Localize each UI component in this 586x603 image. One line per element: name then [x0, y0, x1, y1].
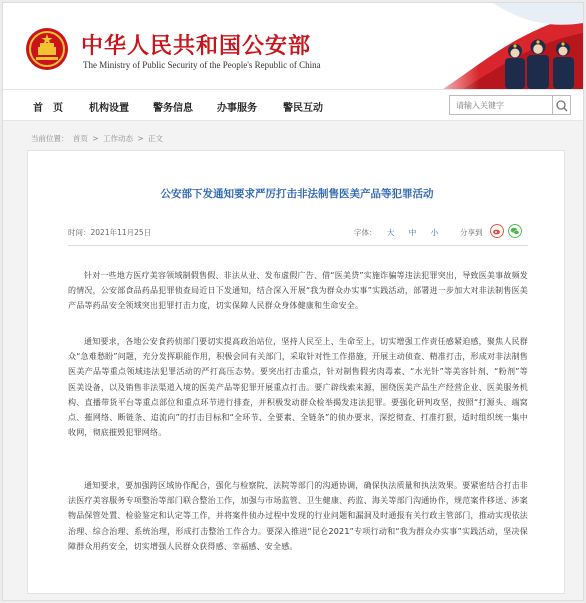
search-icon — [553, 96, 571, 116]
font-size-large-button[interactable]: 大 — [386, 228, 395, 237]
breadcrumb — [31, 133, 165, 144]
nav-interaction[interactable]: 警民互动 — [283, 103, 323, 114]
weibo-icon[interactable] — [490, 224, 504, 238]
site-subtitle: The Ministry of Public Security of the People's Republic of China — [83, 60, 321, 70]
meta-divider — [68, 245, 528, 246]
article-date: 时间：2021年11月25日 — [68, 228, 152, 237]
national-emblem-icon[interactable] — [25, 27, 69, 71]
page-frame — [2, 2, 584, 601]
article-paragraph-2: 通知要求，各地公安食药侦部门要切实提高政治站位，坚持人民至上、生命至上，切实增强工作责任感紧迫感，聚焦人民群众“急难愁盼”问题，充分发挥职能作用，积极会同有关部门，采取针对性工作措施，开展主动侦查、精准打击，形成对非法制售医美产品等重点领域违法犯罪活动的严打高压态势。要突出打击重点，针对制售假劣肉毒素、“水光针”等美容针剂、“粉剂”等医美设备，以及销售非法渠道入境的医美产品等犯罪开展重点打击。要广辟线索来源，围绕医美产品生产经营企业、医美服务机构、直播带货平台等重点部位和重点环节进行排查，并积极发动群众检举揭发违法犯罪。要强化研判攻坚，按照“打源头、端窝点、摧网络、断链条、追流向”的打击目标和“全环节、全要素、全链条”的侦办要求，深挖彻查、打准打狠，适时组织统一集中收网，彻底摧毁犯罪网络。 — [68, 337, 528, 438]
nav-services[interactable]: 办事服务 — [217, 103, 257, 114]
wechat-icon[interactable] — [508, 224, 522, 238]
breadcrumb-current: 正文 — [148, 134, 164, 143]
breadcrumb-separator: > — [92, 134, 99, 143]
nav-home[interactable]: 首 页 — [33, 103, 63, 114]
article-title: 公安部下发通知要求严厉打击非法制售医美产品等犯罪活动 — [160, 188, 434, 200]
font-size-selector — [354, 227, 450, 238]
article-paragraph-1: 针对一些地方医疗美容领域制假售假、非法从业、发布虚假广告、借“医美贷”实施诈骗等违法犯罪突出，导致医美事故频发的情况，公安部食品药品犯罪侦查局近日下发通知，结合深入开展“我为群众办实事”实践活动，部署进一步加大对非法制售医美产品等药品安全领域突出犯罪打击力度，切实保障人民群众身体健康和生命安全。 — [68, 271, 528, 311]
article-paragraph-3: 通知要求，要加强跨区域协作配合，强化与检察院、法院等部门的沟通协调，确保执法质量和执法效果。要紧密结合打击非法医疗美容服务专项整治等部门联合整治工作，加强与市场监管、卫生健康、药监、海关等部门沟通协作，规范案件移送、涉案物品保管处置、检验鉴定和认定等工作，并将案件侦办过程中发现的行业问题和漏洞及时通报有关行政主管部门，推动实现依法治理、综合治理、系统治理，形成打击整治工作合力。要深入推进“昆仑2021”专项行动和“我为群众办实事”实践活动，坚决保障群众用药安全，切实增强人民群众获得感、幸福感、安全感。 — [68, 481, 528, 551]
breadcrumb-label: 当前位置： — [31, 134, 69, 143]
nav-police-info[interactable]: 警务信息 — [153, 103, 193, 114]
site-title: 中华人民共和国公安部 — [81, 34, 312, 59]
article-card — [27, 150, 565, 594]
breadcrumb-separator: > — [137, 134, 144, 143]
breadcrumb-work-news-link[interactable]: 工作动态 — [102, 134, 133, 143]
font-size-small-button[interactable]: 小 — [430, 228, 439, 237]
search-button[interactable] — [553, 95, 571, 115]
font-size-label: 字体： — [354, 228, 377, 237]
main-nav — [3, 89, 583, 121]
share-label: 分享到 — [460, 228, 483, 237]
site-header — [3, 3, 583, 89]
search-input[interactable] — [449, 95, 553, 115]
article-meta — [68, 224, 528, 240]
breadcrumb-home-link[interactable]: 首页 — [72, 134, 88, 143]
police-banner-image — [423, 3, 583, 89]
font-size-medium-button[interactable]: 中 — [408, 228, 417, 237]
nav-organization[interactable]: 机构设置 — [89, 103, 129, 114]
